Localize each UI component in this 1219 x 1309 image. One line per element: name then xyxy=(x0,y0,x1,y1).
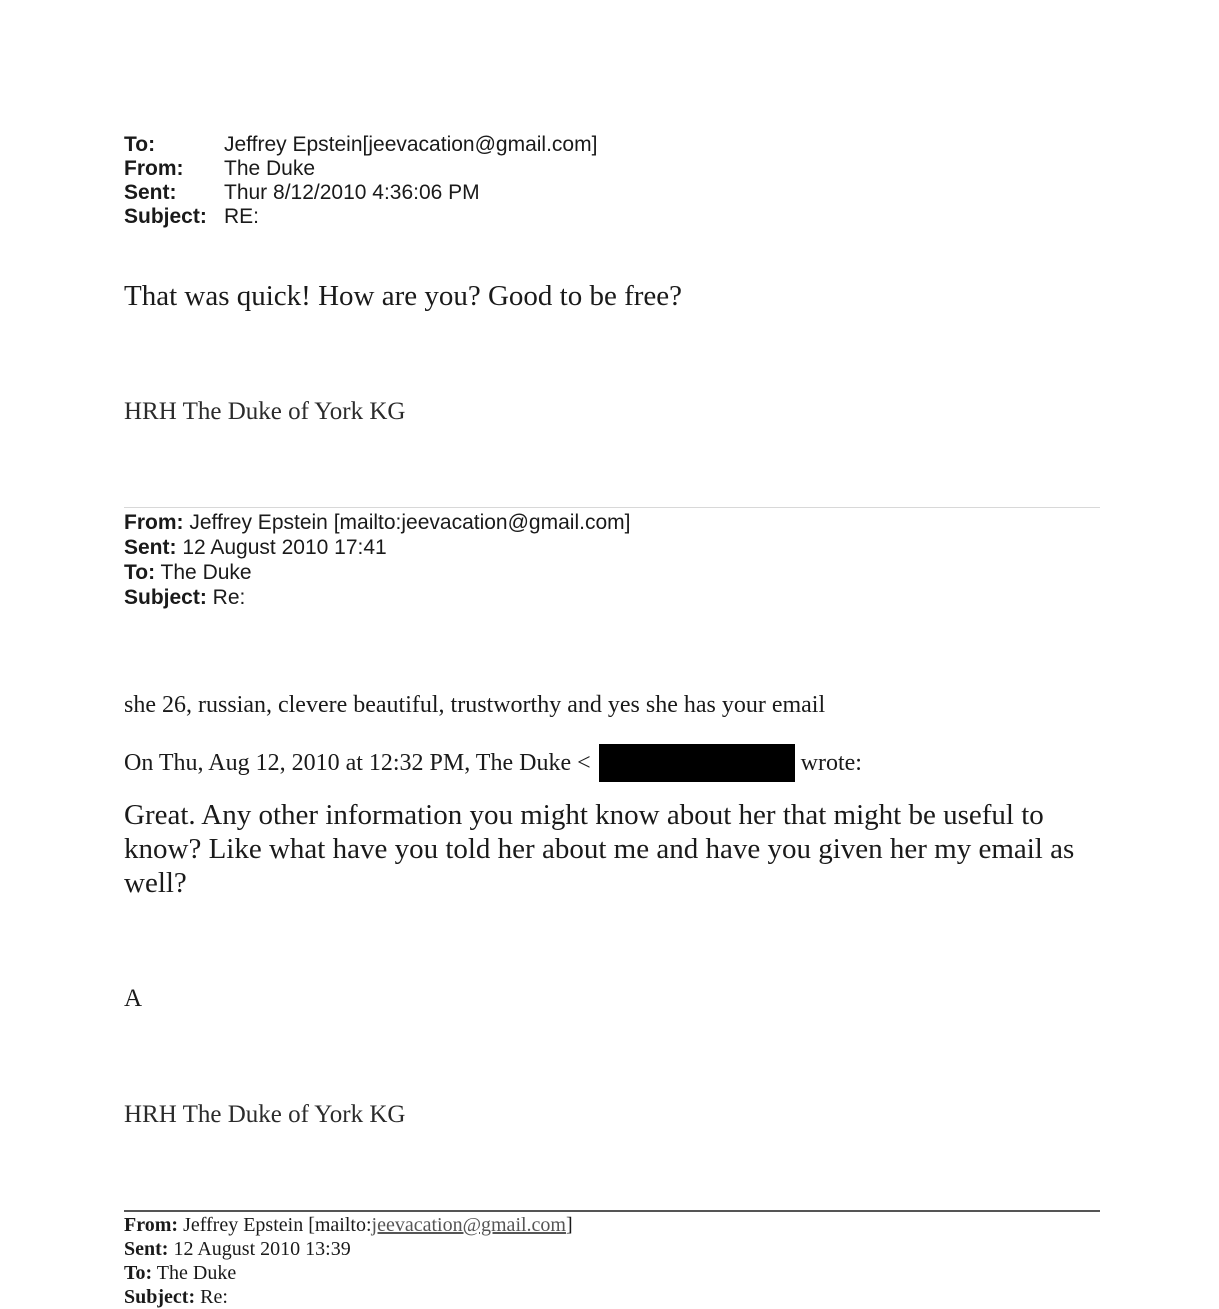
quoted-1-to-label: To: xyxy=(124,561,156,584)
quoted-2-to-row xyxy=(124,1261,573,1285)
quoted-1-sent-value: 12 August 2010 17:41 xyxy=(176,536,387,559)
attribution-line xyxy=(124,744,862,782)
quoted-2-sent-row xyxy=(124,1237,573,1261)
quoted-1-from-value: Jeffrey Epstein [mailto:jeevacation@gmail.com] xyxy=(183,511,631,534)
quoted-2-from-label: From: xyxy=(124,1214,179,1236)
quoted-2-email-link[interactable]: jeevacation@gmail.com xyxy=(371,1214,566,1236)
sent-row xyxy=(124,181,597,205)
quoted-header-2 xyxy=(124,1213,573,1309)
signature-1: HRH The Duke of York KG xyxy=(124,398,406,425)
quoted-2-from-close: ] xyxy=(565,1214,573,1236)
subject-label: Subject: xyxy=(124,205,207,228)
from-row xyxy=(124,157,597,181)
to-value: Jeffrey Epstein[jeevacation@gmail.com] xyxy=(224,133,598,156)
attribution-prefix: On Thu, Aug 12, 2010 at 12:32 PM, The Duke < xyxy=(124,750,591,776)
quoted-1-subject-value: Re: xyxy=(206,586,246,609)
quoted-2-from-row xyxy=(124,1213,573,1237)
email-header-top xyxy=(124,133,597,229)
quoted-2-sent-value: 12 August 2010 13:39 xyxy=(168,1238,351,1260)
quoted-1-from-row xyxy=(124,510,630,535)
reply-body: That was quick! How are you? Good to be free? xyxy=(124,280,683,312)
to-label: To: xyxy=(124,133,156,156)
quoted-1-sent-row xyxy=(124,535,630,560)
quoted-1-to-value: The Duke xyxy=(155,561,252,584)
subject-row xyxy=(124,205,597,229)
quoted-1-subject-label: Subject: xyxy=(124,586,207,609)
from-value: The Duke xyxy=(224,157,316,180)
quoted-2-sent-label: Sent: xyxy=(124,1238,169,1260)
attribution-suffix: wrote: xyxy=(800,750,862,776)
to-row xyxy=(124,133,597,157)
signature-2: HRH The Duke of York KG xyxy=(124,1101,406,1128)
subject-value: RE: xyxy=(224,205,260,228)
redaction-box xyxy=(599,744,795,782)
quoted-2-subject-label: Subject: xyxy=(124,1286,196,1308)
quoted-2-to-label: To: xyxy=(124,1262,153,1284)
quoted-1-sent-label: Sent: xyxy=(124,536,177,559)
quoted-1-to-row xyxy=(124,560,630,585)
quoted-2-subject-row xyxy=(124,1285,573,1309)
quoted-2-from-name: Jeffrey Epstein [mailto: xyxy=(178,1214,372,1236)
quoted-body-2: Great. Any other information you might know about her that might be useful to know? Like what have you told her about me and have you given her my email as well? xyxy=(124,799,1075,899)
quoted-1-subject-row xyxy=(124,585,630,610)
divider-1 xyxy=(124,507,1100,508)
sent-value: Thur 8/12/2010 4:36:06 PM xyxy=(224,181,480,204)
divider-2 xyxy=(124,1210,1100,1212)
quoted-header-1 xyxy=(124,510,630,610)
from-label: From: xyxy=(124,157,184,180)
quoted-body-1: she 26, russian, clevere beautiful, trustworthy and yes she has your email xyxy=(124,692,826,718)
initial: A xyxy=(124,985,143,1012)
quoted-2-subject-value: Re: xyxy=(195,1286,228,1308)
quoted-1-from-label: From: xyxy=(124,511,184,534)
sent-label: Sent: xyxy=(124,181,177,204)
quoted-2-to-value: The Duke xyxy=(152,1262,237,1284)
